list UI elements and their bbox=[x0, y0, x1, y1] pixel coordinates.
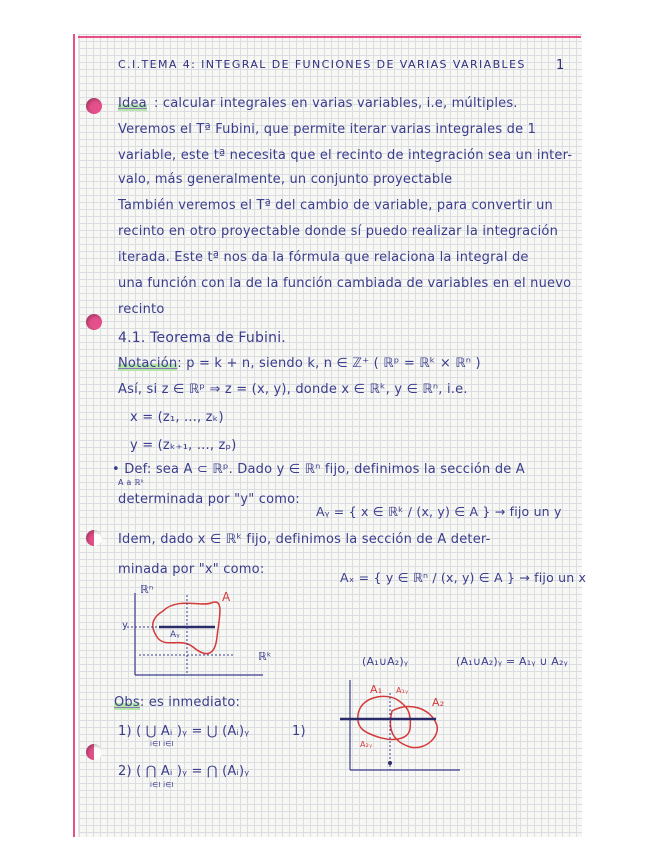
notation-text: : p = k + n, siendo k, n ∈ ℤ⁺ ( ℝᵖ = ℝᵏ × ℝⁿ ) bbox=[177, 356, 481, 371]
top-margin-line bbox=[78, 36, 581, 38]
text-line: También veremos el Tª del cambio de variable, para convertir un bbox=[118, 198, 553, 213]
obs-line bbox=[114, 695, 240, 710]
notation-label: Notación bbox=[118, 356, 178, 371]
y-axis-label: ℝⁿ bbox=[140, 583, 154, 596]
text-line: Idem, dado x ∈ ℝᵏ fijo, definimos la sección de A deter- bbox=[118, 532, 491, 547]
a2y-label: A₂ᵧ bbox=[360, 740, 373, 749]
page-number: 1 bbox=[556, 58, 565, 73]
text-line-idea: : calcular integrales en varias variables, i.e, múltiples. bbox=[154, 96, 518, 111]
point-marker bbox=[388, 761, 392, 765]
x-axis-label: ℝᵏ bbox=[258, 650, 272, 663]
item-formula: ( ⋂ Aᵢ )ᵧ = ⋂ (Aᵢ)ᵧ bbox=[136, 764, 250, 779]
formula-line: y = (zₖ₊₁, ..., zₚ) bbox=[130, 438, 237, 453]
text-line: recinto bbox=[118, 302, 165, 317]
text-line: una función con la de la función cambiada de variables en el nuevo bbox=[118, 276, 572, 291]
obs-label: Obs bbox=[114, 695, 140, 710]
set-a2-outline bbox=[390, 707, 437, 748]
a2-label: A₂ bbox=[432, 696, 445, 709]
section-figure bbox=[115, 585, 275, 685]
text-line: Veremos el Tª Fubini, que permite iterar varias integrales de 1 bbox=[118, 122, 537, 137]
section-title: Teorema de Fubini. bbox=[150, 330, 286, 346]
item-formula: ( ⋃ Aᵢ )ᵧ = ⋃ (Aᵢ)ᵧ bbox=[136, 724, 250, 739]
section-formula-x: Aₓ = { y ∈ ℝⁿ / (x, y) ∈ A } → fijo un x bbox=[340, 570, 587, 585]
page-title: C.I.TEMA 4: INTEGRAL DE FUNCIONES DE VARIAS VARIABLES bbox=[118, 58, 526, 71]
figure-number: 1) bbox=[292, 724, 306, 739]
text-line: iterada. Este tª nos da la fórmula que relaciona la integral de bbox=[118, 250, 529, 265]
formula-line: x = (z₁, ..., zₖ) bbox=[130, 410, 224, 425]
binder-hole bbox=[86, 314, 102, 330]
section-formula-y: Aᵧ = { x ∈ ℝᵏ / (x, y) ∈ A } → fijo un y bbox=[316, 504, 562, 519]
a1y-label: A₁ᵧ bbox=[396, 686, 409, 695]
obs-item bbox=[118, 764, 249, 779]
binder-hole bbox=[86, 98, 102, 114]
section-heading bbox=[118, 330, 286, 346]
text-line: variable, este tª necesita que el recinto de integración sea un inter- bbox=[118, 148, 573, 163]
binder-hole bbox=[86, 530, 102, 546]
text-line bbox=[118, 96, 147, 111]
idea-label: Idea bbox=[118, 96, 147, 111]
text-line: minada por "x" como: bbox=[118, 562, 265, 577]
definition-line: • Def: sea A ⊂ ℝᵖ. Dado y ∈ ℝⁿ fijo, definimos la sección de A bbox=[112, 462, 525, 477]
text-line: Así, si z ∈ ℝᵖ ⇒ z = (x, y), donde x ∈ ℝᵏ, y ∈ ℝⁿ, i.e. bbox=[118, 382, 468, 397]
text-line: recinto en otro proyectable donde sí puedo realizar la integración bbox=[118, 224, 559, 239]
binder-hole bbox=[86, 744, 102, 760]
union-label: (A₁∪A₂)ᵧ bbox=[362, 655, 409, 668]
obs-text: : es inmediato: bbox=[139, 695, 241, 710]
obs-item bbox=[118, 724, 249, 739]
notation-line bbox=[118, 356, 481, 371]
margin-line bbox=[73, 34, 75, 837]
section-label: Aᵧ bbox=[170, 630, 180, 640]
item-subscript: i∈I i∈I bbox=[150, 740, 174, 748]
a1-label: A₁ bbox=[370, 683, 383, 696]
item-number: 2) bbox=[118, 764, 132, 779]
item-subscript: i∈I i∈I bbox=[150, 781, 174, 789]
section-number: 4.1. bbox=[118, 330, 146, 346]
definition-note: A a ℝᵏ bbox=[118, 478, 145, 487]
item-number: 1) bbox=[118, 724, 132, 739]
set-a-label: A bbox=[222, 590, 231, 604]
y-mark-label: y bbox=[122, 620, 129, 631]
text-line: valo, más generalmente, un conjunto proyectable bbox=[118, 172, 453, 187]
text-line: determinada por "y" como: bbox=[118, 492, 300, 507]
union-identity: (A₁∪A₂)ᵧ = A₁ᵧ ∪ A₂ᵧ bbox=[456, 655, 568, 668]
